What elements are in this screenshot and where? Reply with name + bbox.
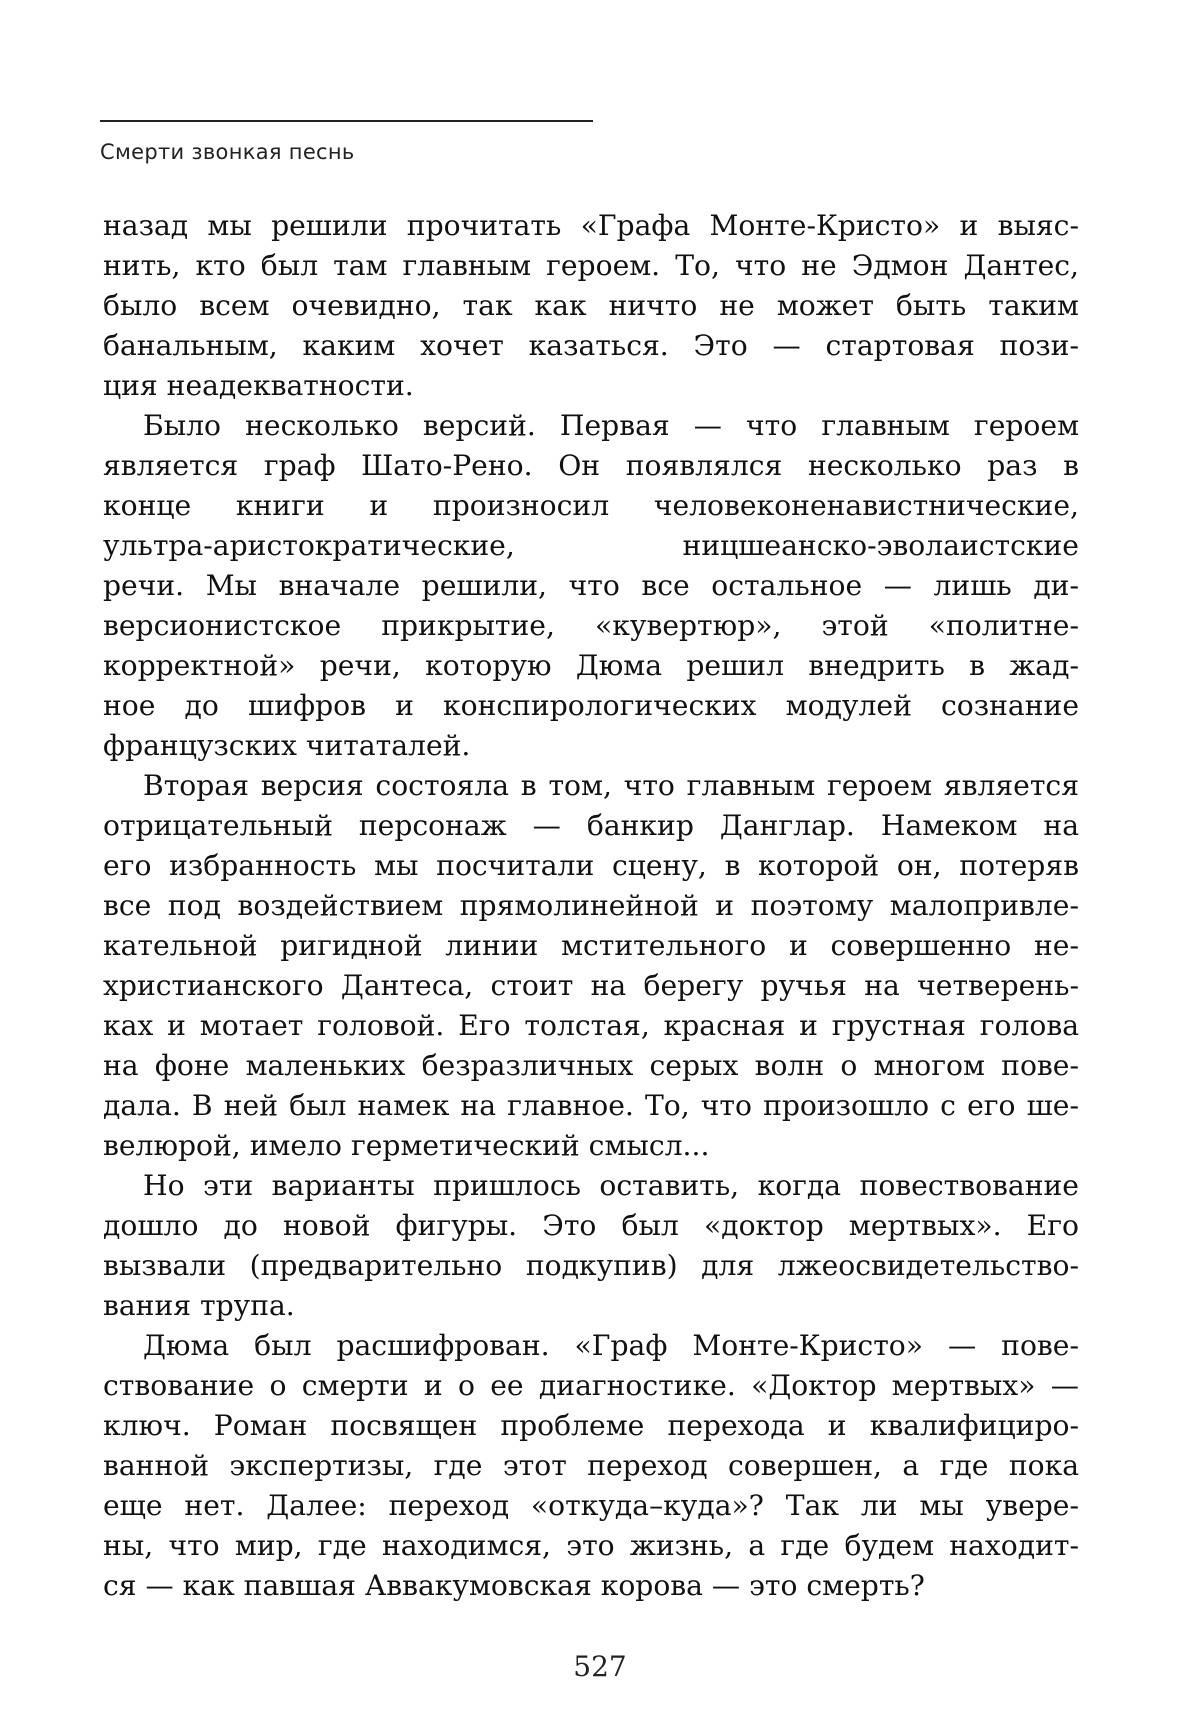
text-line: назад мы решили прочитать «Графа Монте-Кристо» и выяс- [103, 209, 1079, 242]
text-line: вания трупа. [103, 1289, 295, 1322]
text-line: ках и мотает головой. Его толстая, красная и грустная голова [103, 1009, 1079, 1042]
page-number: 527 [573, 1650, 627, 1683]
text-line: его избранность мы посчитали сцену, в которой он, потеряв [103, 849, 1079, 882]
text-line: конце книги и произносил человеконенавистнические, [103, 489, 1079, 522]
paragraph [103, 206, 1079, 406]
text-line: Но эти варианты пришлось оставить, когда повествование [143, 1169, 1079, 1202]
text-line: ванной экспертизы, где этот переход совершен, а где пока [103, 1449, 1079, 1482]
text-line: Дюма был расшифрован. «Граф Монте-Кристо» — пове- [143, 1329, 1079, 1362]
text-line: ция неадекватности. [103, 369, 414, 402]
text-line: Вторая версия состояла в том, что главным героем является [143, 769, 1079, 802]
body-text [103, 206, 1079, 1606]
text-line: дошло до новой фигуры. Это был «доктор мертвых». Его [103, 1209, 1079, 1242]
text-line: банальным, каким хочет казаться. Это — стартовая пози- [103, 329, 1079, 362]
text-line: ствование о смерти и о ее диагностике. «Доктор мертвых» — [103, 1369, 1079, 1402]
paragraph [103, 1166, 1079, 1326]
text-line: речи. Мы вначале решили, что все остальное — лишь ди- [103, 569, 1079, 602]
text-line: нить, кто был там главным героем. То, что не Эдмон Дантес, [103, 249, 1079, 282]
text-line: ное до шифров и конспирологических модулей сознание [103, 689, 1079, 722]
paragraph [103, 1326, 1079, 1606]
text-line: ся — как павшая Аввакумовская корова — это смерть? [103, 1569, 925, 1602]
text-line: ны, что мир, где находимся, это жизнь, а где будем находит- [103, 1529, 1079, 1562]
paragraph [103, 766, 1079, 1166]
text-line: еще нет. Далее: переход «откуда–куда»? Так ли мы увере- [103, 1489, 1079, 1522]
text-line: отрицательный персонаж — банкир Данглар. Намеком на [103, 809, 1079, 842]
header-rule [100, 120, 593, 122]
text-line: является граф Шато-Рено. Он появлялся несколько раз в [103, 449, 1079, 482]
text-line: велюрой, имело герметический смысл... [103, 1129, 710, 1162]
running-head: Смерти звонкая песнь [100, 140, 355, 164]
text-line: христианского Дантеса, стоит на берегу ручья на четверень- [103, 969, 1079, 1002]
text-line: на фоне маленьких безразличных серых волн о многом пове- [103, 1049, 1079, 1082]
text-line: все под воздействием прямолинейной и поэтому малопривле- [103, 889, 1079, 922]
text-line: ключ. Роман посвящен проблеме перехода и квалифициро- [103, 1409, 1079, 1442]
text-line: дала. В ней был намек на главное. То, что произошло с его ше- [103, 1089, 1079, 1122]
text-line: Было несколько версий. Первая — что главным героем [143, 409, 1079, 442]
text-line: было всем очевидно, так как ничто не может быть таким [103, 289, 1079, 322]
paragraph [103, 406, 1079, 766]
text-line: вызвали (предварительно подкупив) для лжеосвидетельство- [103, 1249, 1079, 1282]
text-line: французских читаталей. [103, 729, 471, 762]
text-line: корректной» речи, которую Дюма решил внедрить в жад- [103, 649, 1079, 682]
text-line: ультра-аристократические, ницшеанско-эволаистские [103, 529, 1079, 562]
text-line: версионистское прикрытие, «кувертюр», этой «политне- [103, 609, 1079, 642]
text-line: кательной ригидной линии мстительного и совершенно не- [103, 929, 1079, 962]
